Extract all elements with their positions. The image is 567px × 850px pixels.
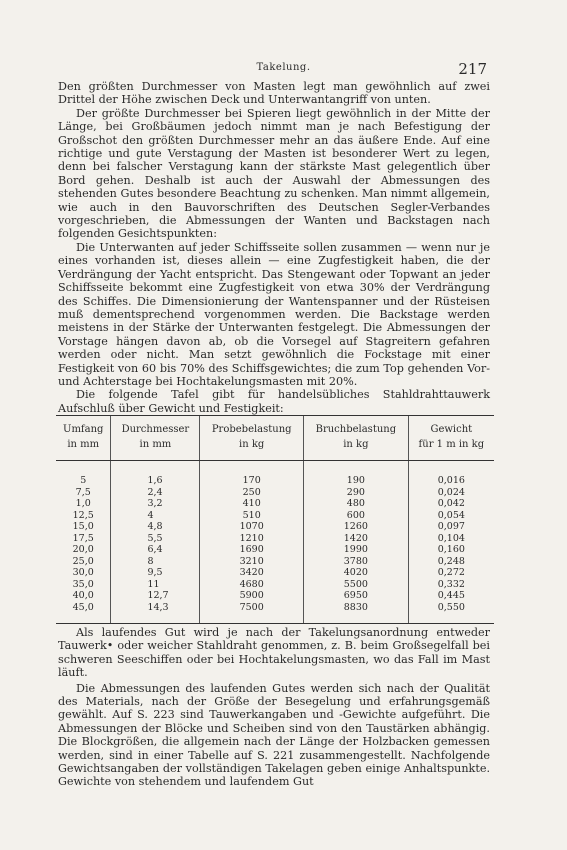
table-row: 1,0 3,2 410 480 0,042 [56,498,494,510]
table-row: 5 1,6 170 190 0,016 [56,461,494,487]
data-table [56,415,494,624]
table-row: 40,0 12,7 5900 6950 0,445 [56,590,494,602]
paragraph: Die Unterwanten auf jeder Schiffsseite sollen zusammen — wenn nur je eines vorhanden ist, dieses allein — eine Zugfestigkeit haben, die der Verdrängung der Yacht entspricht. Das Stengewant oder Topwant an jeder Schiffsseite bekommt eine Zugfestigkeit von etwa 30% der Verdrängung des Schiffes. Die Dimensionierung der Wantenspanner und der Rüsteisen muß dementsprechend vorgenommen werden. Die Backstage werden meistens in der Stärke der Unterwanten festgelegt. Die Abmessungen der Vorstage hängen davon ab, ob die Vorsegel auf Stagreitern gefahren werden oder nicht. Man setzt gewöhnlich die Fockstage mit einer Festigkeit von 60 bis 70% des Schiffsgewichtes; die zum Top gehenden Vor- und Achterstage bei Hochtakelungsmasten mit 20%. [58,240,490,388]
header-umfang: Umfang in mm [56,416,111,461]
header-bruchbelastung: Bruchbelastung in kg [304,416,409,461]
wire-rope-table [56,415,494,624]
table-row: 25,0 8 3210 3780 0,248 [56,556,494,568]
paragraph: Der größte Durchmesser bei Spieren liegt gewöhnlich in der Mitte der Länge, bei Großbäumen jedoch nimmt man je nach Befestigung der Großschot den größten Durchmesser mehr an das äußere Ende. Auf eine richtige und gute Verstagung der Masten ist besonderer Wert zu legen, denn bei falscher Verstagung kann der stärkste Mast gelegentlich über Bord gehen. Deshalb ist auch der Auswahl der Abmessungen des stehenden Gutes besondere Beachtung zu schenken. Man nimmt allgemein, wie auch in den Bauvorschriften des Deutschen Segler-Verbandes vorgeschrieben, die Abmessungen der Wanten und Backstagen nach folgenden Gesichtspunkten: [58,106,490,241]
running-title: Takelung. [256,62,311,73]
header-durchmesser: Durchmesser in mm [111,416,200,461]
page-number: 217 [458,60,487,78]
table-row: 15,0 4,8 1070 1260 0,097 [56,521,494,533]
table-row: 12,5 4 510 600 0,054 [56,510,494,522]
header-probebelastung: Probebelastung in kg [200,416,304,461]
header-gewicht: Gewicht für 1 m in kg [408,416,494,461]
table-row: 7,5 2,4 250 290 0,024 [56,487,494,499]
paragraph: Als laufendes Gut wird je nach der Takelungsanordnung entweder Tauwerk• oder weicher Stahldraht genommen, z. B. beim Großsegelfall bei schweren Seeschiffen oder bei Hochtakelungsmasten, wo das Fall im Mast läuft. [58,626,490,680]
table-row: 45,0 14,3 7500 8830 0,550 [56,602,494,624]
body-text-top [58,80,490,415]
paragraph: Den größten Durchmesser von Masten legt man gewöhnlich auf zwei Drittel der Höhe zwischen Deck und Unterwantangriff von unten. [58,80,490,107]
table-header-row [56,416,494,461]
paragraph: Die Abmessungen des laufenden Gutes werden sich nach der Qualität des Materials, nach der Größe der Besegelung und erfahrungsgemäß gewählt. Auf S. 223 sind Tauwerkangaben und -Gewichte aufgeführt. Die Abmessungen der Blöcke und Scheiben sind von den Taustärken abhängig. Die Blockgrößen, die allgemein nach der Länge der Holzbacken gemessen werden, sind in einer Tabelle auf S. 221 zusammengestellt. Nachfolgende Gewichtsangaben der vollständigen Takelagen geben einige Anhaltspunkte. Gewichte von stehendem und laufendem Gut [58,681,490,789]
paragraph: Die folgende Tafel gibt für handelsübliches Stahldrahttauwerk Aufschluß über Gewicht und Festigkeit: [58,388,490,415]
table-row: 35,0 11 4680 5500 0,332 [56,579,494,591]
body-text-bottom [58,626,490,791]
table-row: 20,0 6,4 1690 1990 0,160 [56,544,494,556]
table-row: 17,5 5,5 1210 1420 0,104 [56,533,494,545]
table-row: 30,0 9,5 3420 4020 0,272 [56,567,494,579]
